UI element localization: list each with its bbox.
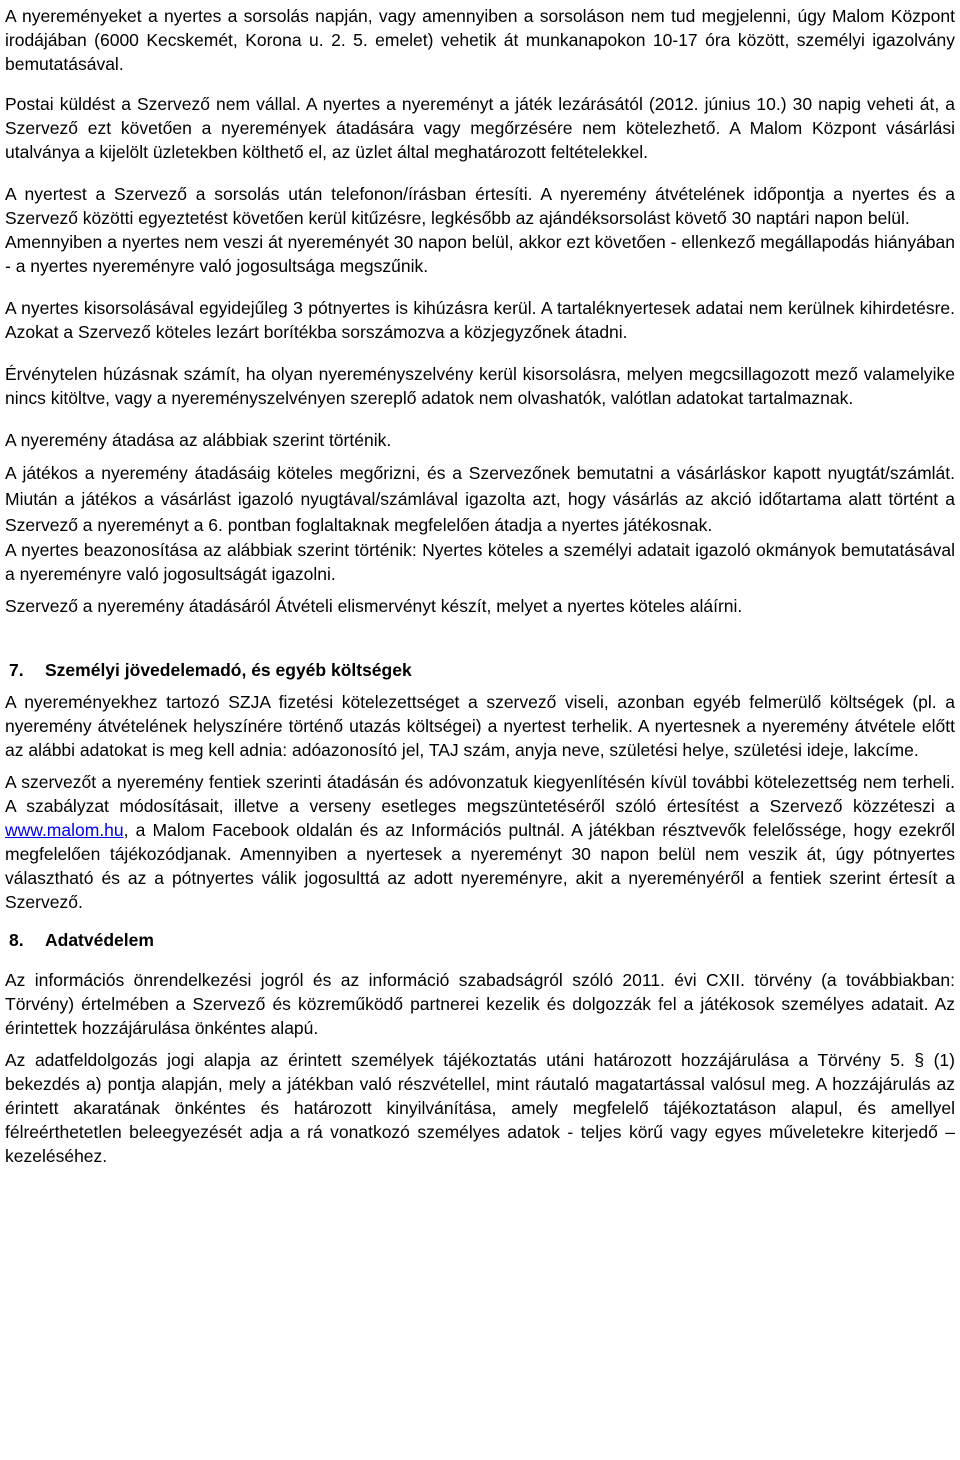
invalid-draw-paragraph: Érvénytelen húzásnak számít, ha olyan nyereményszelvény kerül kisorsolásra, melyen megcsillagozott mező valamelyike nincs kitöltve, vagy a nyereményszelvényen szereplő adatok nem olvashatók, valótlan adatokat tartalmaznak. xyxy=(5,364,955,408)
handover-intro-paragraph: A nyeremény átadása az alábbiak szerint történik. xyxy=(5,430,392,450)
reserve-winners-paragraph: A nyertes kisorsolásával egyidejűleg 3 pótnyertes is kihúzásra kerül. A tartaléknyertesek adatai nem kerülnek kihirdetésre. Azokat a Szervező köteles lezárt borítékba sorszámozva a közjegyzőnek átadni. xyxy=(5,298,955,342)
section-7-title: Személyi jövedelemadó, és egyéb költségek xyxy=(45,660,412,680)
obligations-text-after-link: , a Malom Facebook oldalán és az Információs pultnál. A játékban résztvevők felelőssége, hogy ezekről megfelelően tájékozódjanak. Amennyiben a nyertesek a nyereményt 30 napon belül nem veszik át, úgy pótnyertes választható és az a pótnyertes válik jogosulttá az adott nyereményre, akit a nyereményéről a fentiek szerint értesít a Szervező. xyxy=(5,820,955,912)
prize-pickup-paragraph: A nyereményeket a nyertes a sorsolás napján, vagy amennyiben a sorsoláson nem tud megjelenni, úgy Malom Központ irodájában (6000 Kecskemét, Korona u. 2. 5. emelet) vehetik át munkanapokon 10-17 óra között, személyi igazolvány bemutatásával. xyxy=(5,6,955,74)
data-processing-basis-paragraph: Az adatfeldolgozás jogi alapja az érintett személyek tájékoztatás utáni határozott hozzájárulása a Törvény 5. § (1) bekezdés a) pontja alapján, mely a játékban való részvétellel, mint ráutaló magatartással valósul meg. A hozzájárulás az érintett akaratának önkéntes és határozott kinyilvánítása, amely megfelelő tájékoztatáson alapul, és amellyel félreérthetetlen beleegyezését adja a rá vonatkozó személyes adatok - teljes körű vagy egyes műveletekre kiterjedő – kezeléséhez. xyxy=(5,1050,955,1166)
winner-identification-paragraph: A nyertes beazonosítása az alábbiak szerint történik: Nyertes köteles a személyi adatait igazoló okmányok bemutatásával a nyereményre való jogosultságát igazolni. xyxy=(5,540,955,584)
entitlement-lapse-paragraph: Amennyiben a nyertes nem veszi át nyereményét 30 napon belül, akkor ezt követően - ellenkező megállapodás hiányában - a nyertes nyereményre való jogosultsága megszűnik. xyxy=(5,232,955,276)
tax-costs-paragraph: A nyereményekhez tartozó SZJA fizetési kötelezettséget a szervező viseli, azonban egyéb felmerülő költségek (pl. a nyeremény átvételének helyszínére történő utazás költségei) a nyertest terhelik. A nyertesnek a nyeremény átvétele előtt az alábbi adatokat is meg kell adnia: adóazonosító jel, TAJ szám, anyja neve, születési helye, születési ideje, lakcíme. xyxy=(5,692,955,760)
malom-website-link[interactable]: www.malom.hu xyxy=(5,820,124,840)
organizer-obligations-paragraph xyxy=(5,770,955,914)
receipt-acknowledgement-paragraph: Szervező a nyeremény átadásáról Átvételi elismervényt készít, melyet a nyertes köteles aláírni. xyxy=(5,596,743,616)
section-8-number: 8. xyxy=(9,930,24,950)
receipt-requirement-paragraph: A játékos a nyeremény átadásáig köteles megőrizni, és a Szervezőnek bemutatni a vásárláskor kapott nyugtát/számlát. Miután a játékos a vásárlást igazoló nyugtával/számlával igazolta azt, hogy vásárlás az akció időtartama alatt történt a Szervező a nyereményt a 6. pontban foglaltaknak megfelelően átadja a nyertes játékosnak. xyxy=(5,463,955,535)
obligations-text-before-link: A szervezőt a nyeremény fentiek szerinti átadásán és adóvonzatuk kiegyenlítésén kívül további kötelezettség nem terheli. A szabályzat módosításait, illetve a verseny esetleges megszüntetéséről szóló értesítést a Szervező közzéteszi a xyxy=(5,772,955,816)
section-7-number: 7. xyxy=(9,660,24,680)
postal-delivery-paragraph: Postai küldést a Szervező nem vállal. A nyertes a nyereményt a játék lezárásától (2012. június 10.) 30 napig veheti át, a Szervező ezt követően a nyeremények átadására vagy megőrzésére nem kötelezhető. A Malom Központ vásárlási utalványa a kijelölt üzletekben költhető el, az üzlet által meghatározott feltételekkel. xyxy=(5,94,955,162)
data-protection-law-paragraph: Az információs önrendelkezési jogról és az információ szabadságról szóló 2011. évi CXII. törvény (a továbbiakban: Törvény) értelmében a Szervező és közreműködő partnerei kezelik és dolgozzák fel a játékosok személyes adatait. Az érintettek hozzájárulása önkéntes alapú. xyxy=(5,970,955,1038)
section-8-heading xyxy=(5,928,955,952)
section-8-title: Adatvédelem xyxy=(45,930,154,950)
section-7-heading xyxy=(5,658,955,682)
winner-notification-paragraph: A nyertest a Szervező a sorsolás után telefonon/írásban értesíti. A nyeremény átvételének időpontja a nyertes és a Szervező közötti egyeztetést követően kerül kitűzésre, legkésőbb az ajándéksorsolást követő 30 naptári napon belül. xyxy=(5,184,955,228)
